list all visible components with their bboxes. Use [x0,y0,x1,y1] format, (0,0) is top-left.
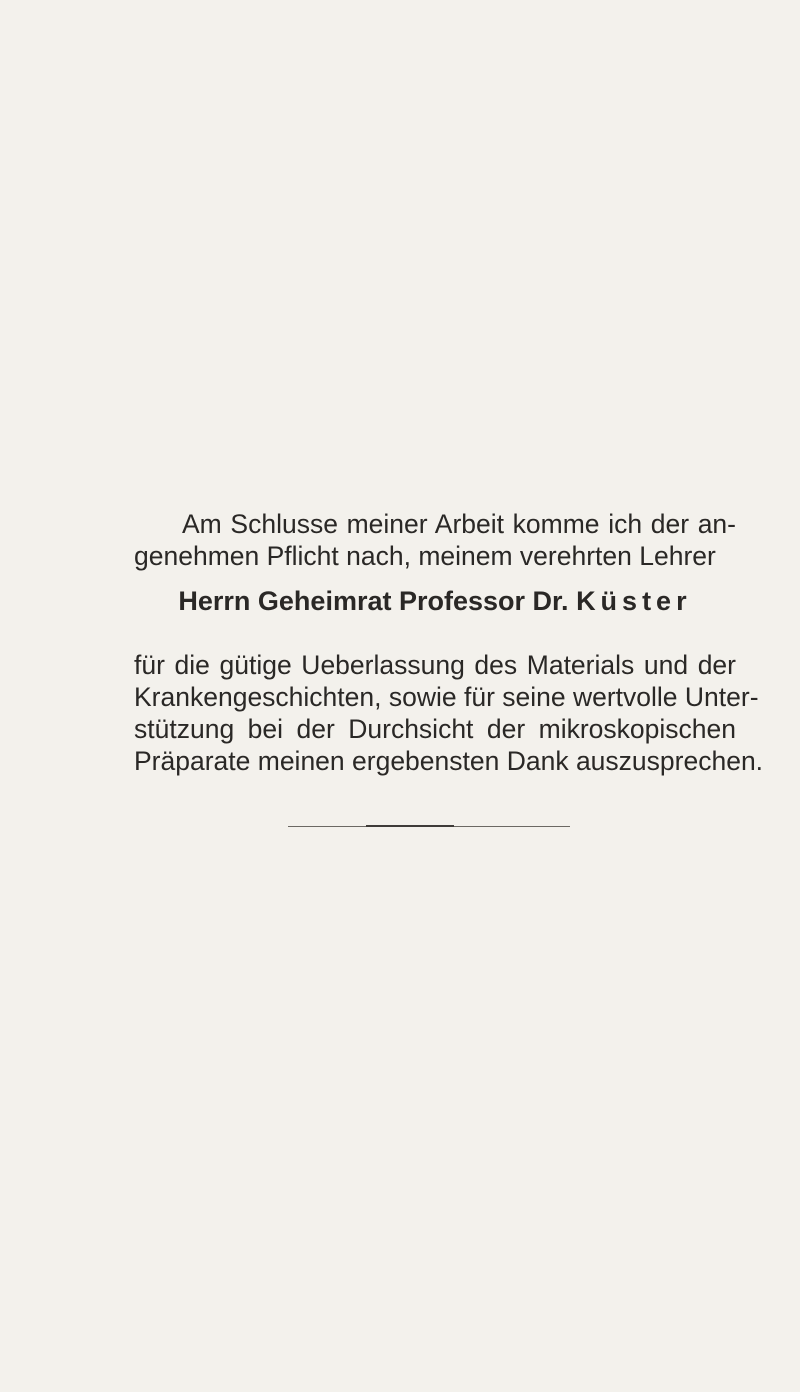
body-line-3: stützung bei der Durchsicht der mikroskopischen [134,714,736,744]
closing-rule-thick-segment [366,825,454,827]
intro-line-2: genehmen Pflicht nach, meinem verehrten Lehrer [134,541,716,571]
body-line-2: Krankengeschichten, sowie für seine wertvolle Unter- [134,682,759,712]
acknowledgment-intro [134,508,736,572]
dedication-name: Küster [576,586,692,616]
intro-line-1: Am Schlusse meiner Arbeit komme ich der an- [182,509,736,539]
acknowledgment-body [134,649,764,777]
body-line-4: Präparate meinen ergebensten Dank auszusprechen. [134,746,764,776]
body-line-1: für die gütige Ueberlassung des Materials und der [134,650,736,680]
dedication-line [134,584,736,618]
closing-rule [288,826,570,827]
dedication-title: Herrn Geheimrat Professor Dr. [178,586,569,616]
